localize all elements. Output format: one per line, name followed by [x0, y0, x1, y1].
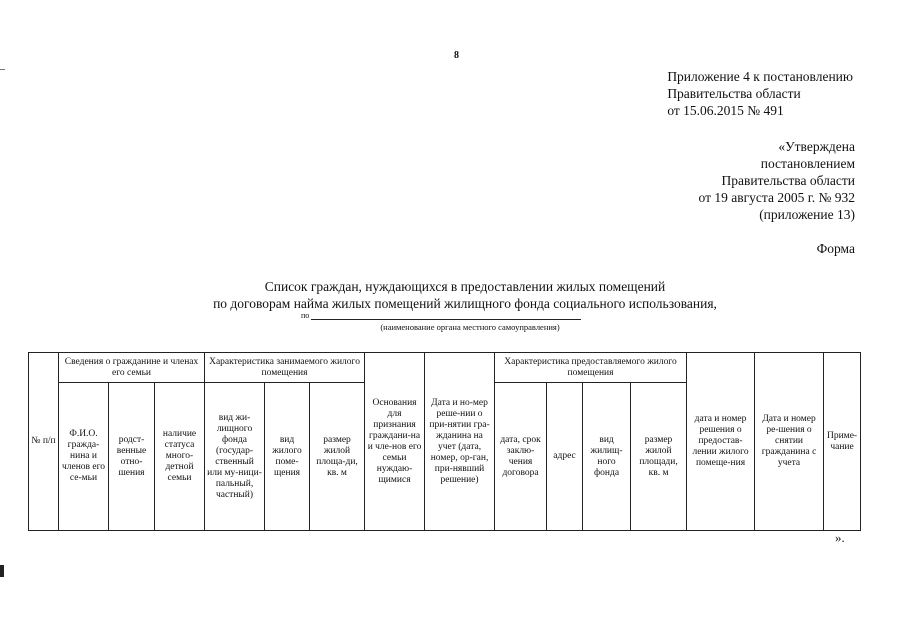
col-contract: дата, срок заклю-чения договора [495, 383, 547, 531]
title-line: по договорам найма жилых помещений жилищного фонда социального использования, [213, 296, 717, 311]
authority-caption: (наименование органа местного самоуправления) [380, 322, 560, 332]
title-line: Список граждан, нуждающихся в предоставлении жилых помещений [264, 279, 666, 294]
col-large-family: наличие статуса много-детной семьи [155, 383, 205, 531]
col-fund-type: вид жи-лищного фонда (государ-ственный или му-ници-пальный, частный) [205, 383, 265, 531]
col-occupied-area: размер жилой площа-ди, кв. м [310, 383, 365, 531]
col-address: адрес [547, 383, 583, 531]
approved-block [699, 138, 855, 223]
col-occupied-type: вид жилого поме-щения [265, 383, 310, 531]
closing-quote: ». [835, 530, 845, 545]
col-group-family: Сведения о гражданине и членах его семьи [59, 353, 205, 383]
col-fio: Ф.И.О. гражда-нина и членов его се-мьи [59, 383, 109, 531]
col-group-provided: Характеристика предоставляемого жилого помещения [495, 353, 687, 383]
form-label: Форма [816, 241, 855, 256]
approved-line: постановлением [760, 156, 855, 171]
approved-line: (приложение 13) [759, 207, 855, 222]
appendix-block [667, 68, 853, 119]
approved-line: от 19 августа 2005 г. № 932 [698, 190, 855, 205]
col-group-occupied: Характеристика занимаемого жилого помещения [205, 353, 365, 383]
appendix-line: Приложение 4 к постановлению [667, 69, 853, 84]
scan-artifact [0, 69, 5, 70]
col-note: Приме-чание [824, 353, 861, 531]
table-header-row [29, 353, 861, 383]
page-number: 8 [454, 50, 459, 61]
col-provided-type: вид жилищ-ного фонда [583, 383, 631, 531]
col-relation: родст-венные отно-шения [109, 383, 155, 531]
citizens-table [28, 352, 861, 531]
approved-line: «Утверждена [778, 139, 855, 154]
appendix-line: Правительства области [667, 86, 801, 101]
col-decision-removed: Дата и номер ре-шения о снятии гражданина с учета [755, 353, 824, 531]
appendix-line: от 15.06.2015 № 491 [667, 103, 784, 118]
approved-line: Правительства области [721, 173, 855, 188]
col-decision-provided: дата и номер решения о предостав-лении жилого помеще-ния [687, 353, 755, 531]
document-title [150, 278, 780, 312]
col-num: № п/п [29, 353, 59, 531]
col-grounds: Основания для признания граждани-на и чле-нов его семьи нуждаю-щимися [365, 353, 425, 531]
col-provided-area: размер жилой площади, кв. м [631, 383, 687, 531]
col-registration: Дата и но-мер реше-нии о при-нятии гра-жданина на учет (дата, номер, ор-ган, при-нявший решение) [425, 353, 495, 531]
authority-blank [311, 311, 581, 320]
scan-artifact [0, 565, 4, 577]
po-label: по [301, 311, 310, 320]
authority-line [301, 311, 581, 320]
